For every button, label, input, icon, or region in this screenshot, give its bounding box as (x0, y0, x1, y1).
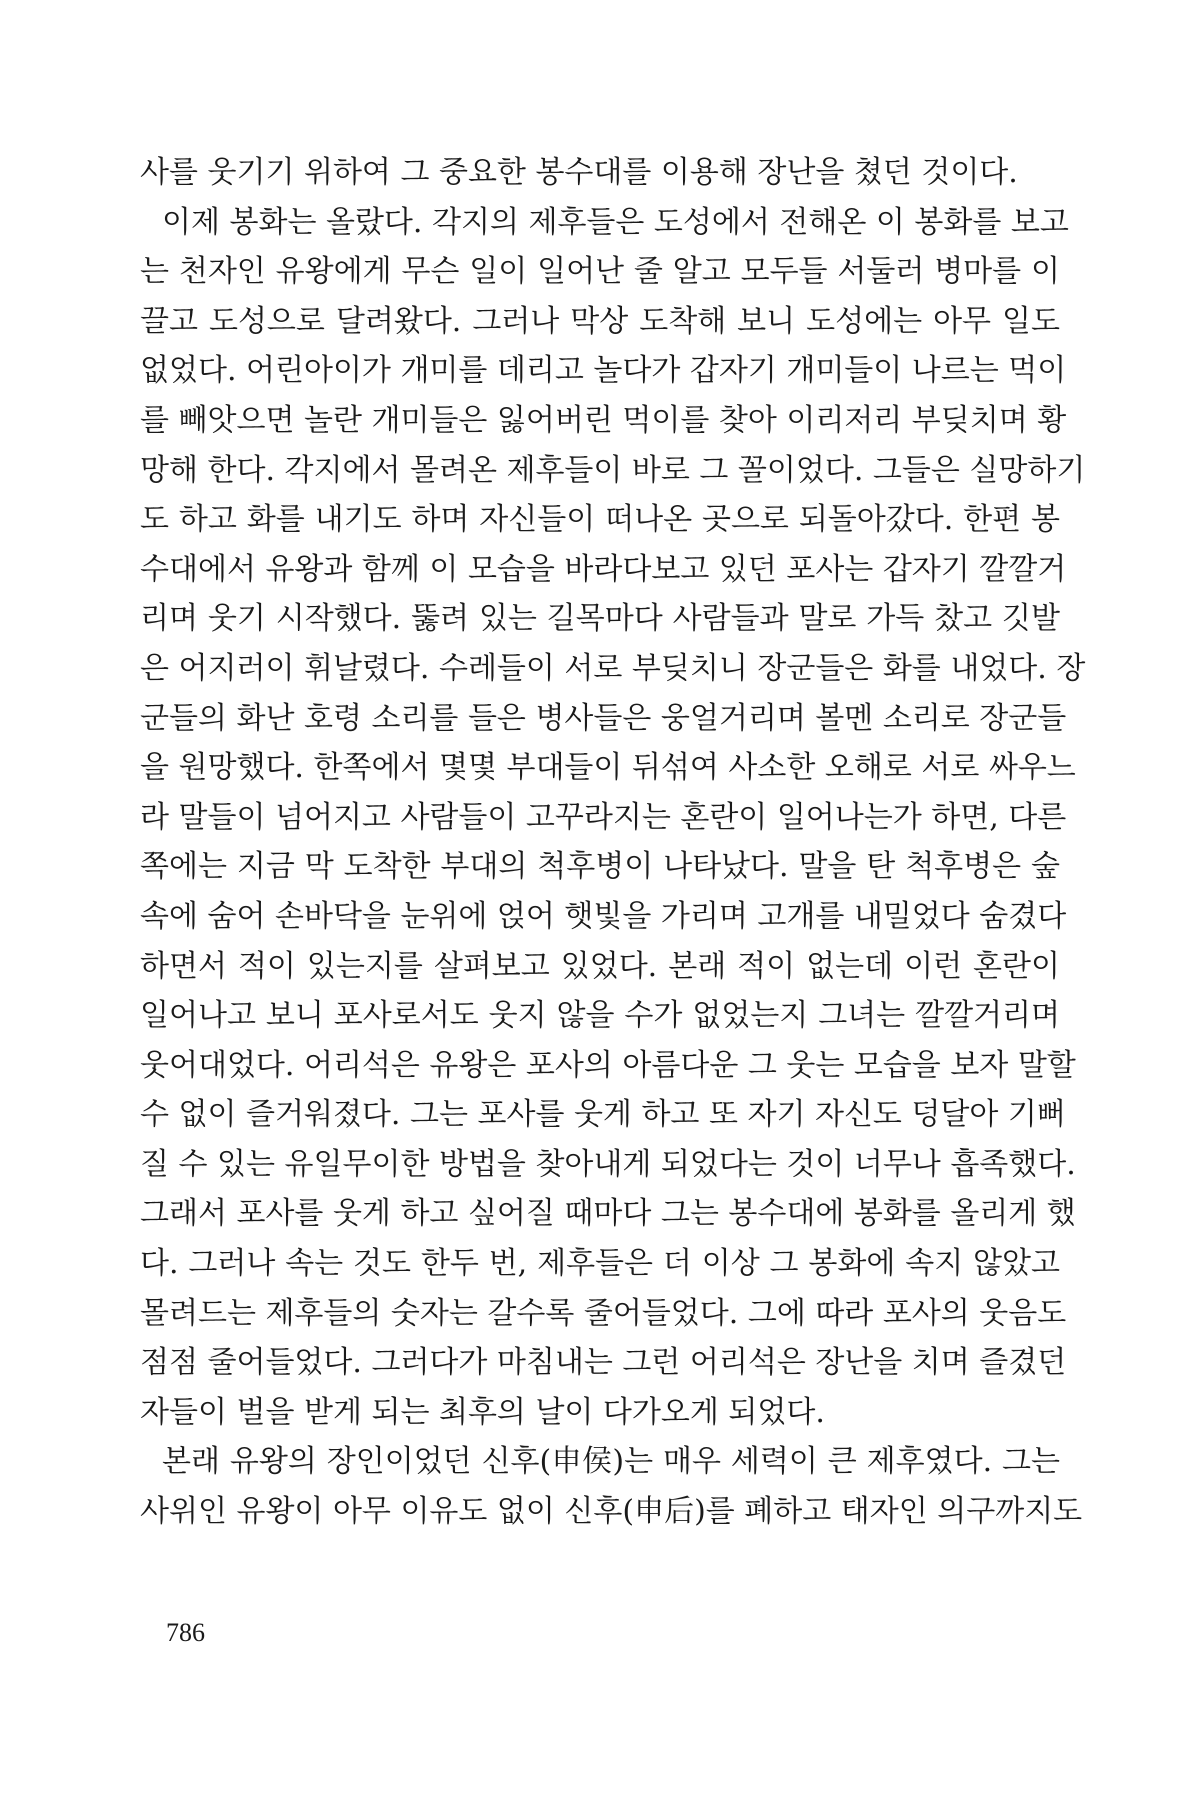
text-line: 쪽에는 지금 막 도착한 부대의 척후병이 나타났다. 말을 탄 척후병은 숲 (140, 849, 1060, 885)
text-line: 없었다. 어린아이가 개미를 데리고 놀다가 갑자기 개미들이 나르는 먹이 (140, 353, 1067, 389)
text-line: 수대에서 유왕과 함께 이 모습을 바라다보고 있던 포사는 갑자기 깔깔거 (140, 551, 1067, 587)
text-line: 본래 유왕의 장인이었던 신후(申侯)는 매우 세력이 큰 제후였다. 그는 (162, 1444, 1060, 1480)
text-line: 도 하고 화를 내기도 하며 자신들이 떠나온 곳으로 되돌아갔다. 한편 봉 (140, 502, 1060, 538)
text-line: 질 수 있는 유일무이한 방법을 찾아내게 되었다는 것이 너무나 흡족했다. (140, 1146, 1076, 1182)
text-line: 을 원망했다. 한쪽에서 몇몇 부대들이 뒤섞여 사소한 오해로 서로 싸우느 (140, 750, 1076, 786)
text-line: 일어나고 보니 포사로서도 웃지 않을 수가 없었는지 그녀는 깔깔거리며 (140, 998, 1060, 1034)
text-line: 군들의 화난 호령 소리를 들은 병사들은 웅얼거리며 볼멘 소리로 장군들 (140, 700, 1067, 736)
text-line: 망해 한다. 각지에서 몰려온 제후들이 바로 그 꼴이었다. 그들은 실망하기 (140, 452, 1086, 488)
text-line: 를 빼앗으면 놀란 개미들은 잃어버린 먹이를 찾아 이리저리 부딪치며 황 (140, 402, 1067, 438)
text-line: 하면서 적이 있는지를 살펴보고 있었다. 본래 적이 없는데 이런 혼란이 (140, 948, 1060, 984)
text-line: 사위인 유왕이 아무 이유도 없이 신후(申后)를 폐하고 태자인 의구까지도 (140, 1494, 1083, 1530)
text-line: 몰려드는 제후들의 숫자는 갈수록 줄어들었다. 그에 따라 포사의 웃음도 (140, 1295, 1067, 1331)
text-line: 은 어지러이 휘날렸다. 수레들이 서로 부딪치니 장군들은 화를 내었다. 장 (140, 650, 1086, 686)
text-line: 그래서 포사를 웃게 하고 싶어질 때마다 그는 봉수대에 봉화를 올리게 했 (140, 1196, 1076, 1232)
page-number: 786 (166, 1618, 205, 1647)
text-line: 점점 줄어들었다. 그러다가 마침내는 그런 어리석은 장난을 치며 즐겼던 (140, 1345, 1067, 1381)
text-line: 끌고 도성으로 달려왔다. 그러나 막상 도착해 보니 도성에는 아무 일도 (140, 303, 1060, 339)
body-text (140, 148, 1086, 1537)
text-line: 웃어대었다. 어리석은 유왕은 포사의 아름다운 그 웃는 모습을 보자 말할 (140, 1047, 1076, 1083)
text-line: 속에 숨어 손바닥을 눈위에 얹어 햇빛을 가리며 고개를 내밀었다 숨겼다 (140, 898, 1067, 934)
text-line: 자들이 벌을 받게 되는 최후의 날이 다가오게 되었다. (140, 1394, 825, 1430)
text-line: 다. 그러나 속는 것도 한두 번, 제후들은 더 이상 그 봉화에 속지 않았고 (140, 1246, 1060, 1282)
text-line: 리며 웃기 시작했다. 뚫려 있는 길목마다 사람들과 말로 가득 찼고 깃발 (140, 601, 1060, 637)
text-line: 이제 봉화는 올랐다. 각지의 제후들은 도성에서 전해온 이 봉화를 보고 (162, 204, 1069, 240)
text-line: 사를 웃기기 위하여 그 중요한 봉수대를 이용해 장난을 쳤던 것이다. (140, 155, 1018, 190)
text-line: 라 말들이 넘어지고 사람들이 고꾸라지는 혼란이 일어나는가 하면, 다른 (140, 799, 1067, 835)
text-line: 는 천자인 유왕에게 무슨 일이 일어난 줄 알고 모두들 서둘러 병마를 이 (140, 254, 1060, 290)
text-line: 수 없이 즐거워졌다. 그는 포사를 웃게 하고 또 자기 자신도 덩달아 기뻐 (140, 1097, 1066, 1133)
